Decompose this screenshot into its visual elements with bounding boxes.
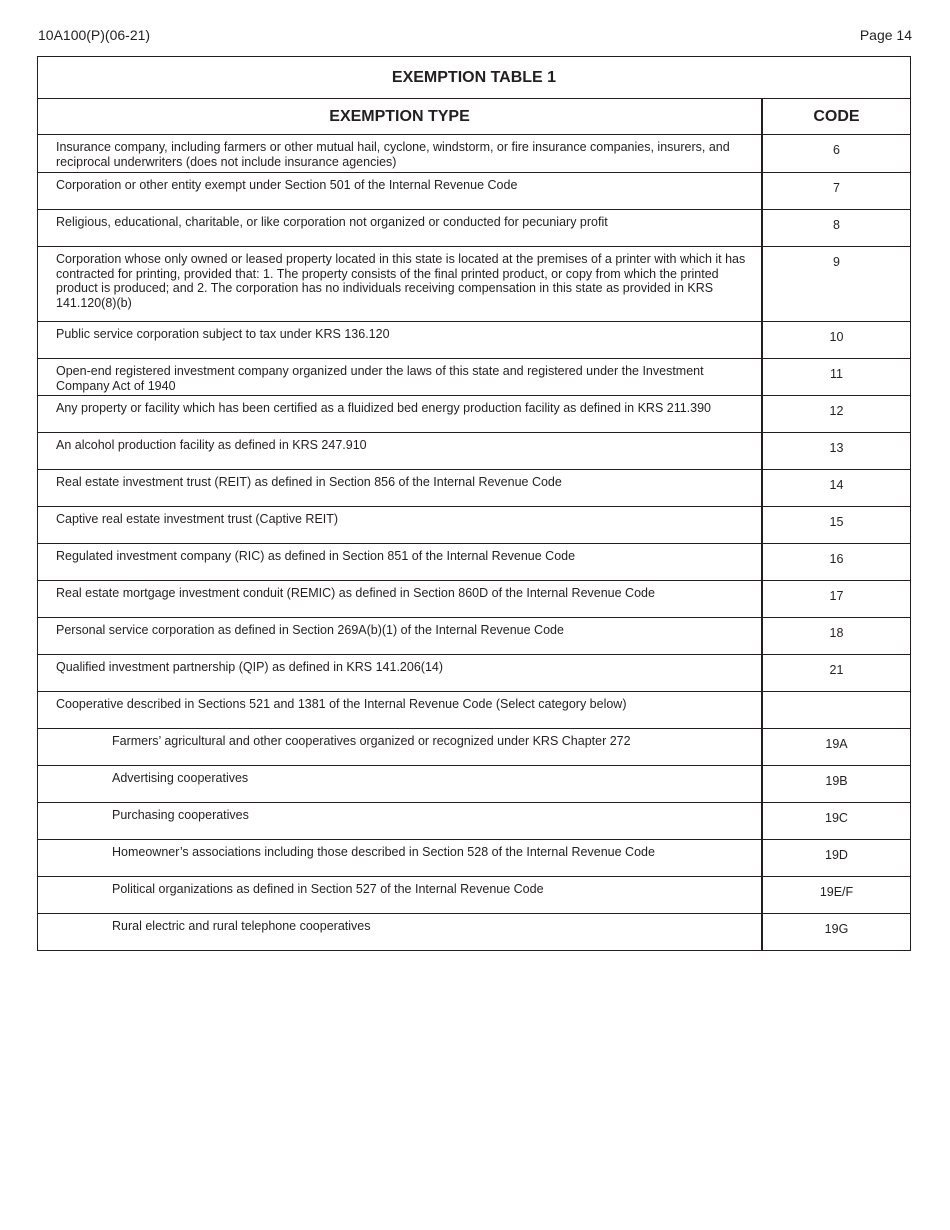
exemption-code: 9 [833, 255, 840, 269]
table-row [38, 766, 910, 803]
exemption-description: Open-end registered investment company organized under the laws of this state and registered under the Investment Company Act of 1940 [38, 359, 763, 395]
exemption-code: 19B [825, 774, 848, 788]
table-row [38, 173, 910, 210]
exemption-code: 12 [829, 404, 844, 418]
exemption-code: 21 [829, 663, 844, 677]
exemption-description: Advertising cooperatives [38, 766, 763, 802]
table-row [38, 470, 910, 507]
exemption-description: Regulated investment company (RIC) as defined in Section 851 of the Internal Revenue Code [38, 544, 763, 580]
table-row [38, 396, 910, 433]
exemption-description: Captive real estate investment trust (Captive REIT) [38, 507, 763, 543]
exemption-description: Real estate investment trust (REIT) as defined in Section 856 of the Internal Revenue Code [38, 470, 763, 506]
table-row [38, 433, 910, 470]
table-row [38, 692, 910, 729]
table-row [38, 322, 910, 359]
table-row [38, 877, 910, 914]
exemption-code: 19D [825, 848, 848, 862]
form-id: 10A100(P)(06-21) [38, 27, 151, 43]
table-row [38, 359, 910, 396]
column-header-code: CODE [813, 108, 860, 125]
exemption-description: Farmers’ agricultural and other cooperatives organized or recognized under KRS Chapter 272 [38, 729, 763, 765]
exemption-code: 7 [833, 181, 840, 195]
column-header-exemption-type: EXEMPTION TYPE [38, 99, 763, 134]
table-title: EXEMPTION TABLE 1 [38, 57, 910, 99]
table-row [38, 581, 910, 618]
exemption-code: 19G [824, 922, 849, 936]
exemption-code: 8 [833, 218, 840, 232]
exemption-description: Any property or facility which has been certified as a fluidized bed energy production facility as defined in KRS 211.390 [38, 396, 763, 432]
exemption-description: Rural electric and rural telephone cooperatives [38, 914, 763, 950]
table-row [38, 544, 910, 581]
exemption-description: Political organizations as defined in Section 527 of the Internal Revenue Code [38, 877, 763, 913]
exemption-description: Corporation or other entity exempt under Section 501 of the Internal Revenue Code [38, 173, 763, 209]
exemption-code: 6 [833, 143, 840, 157]
table-row [38, 655, 910, 692]
exemption-code: 10 [829, 330, 844, 344]
page-number: Page 14 [859, 27, 912, 43]
table-row [38, 803, 910, 840]
exemption-code: 18 [829, 626, 844, 640]
table-row [38, 210, 910, 247]
exemption-code: 11 [830, 367, 843, 381]
exemption-description: Religious, educational, charitable, or like corporation not organized or conducted for pecuniary profit [38, 210, 763, 246]
exemption-code: 14 [829, 478, 844, 492]
exemption-description: An alcohol production facility as defined in KRS 247.910 [38, 433, 763, 469]
table-row [38, 840, 910, 877]
table-row [38, 914, 910, 950]
exemption-code: 13 [829, 441, 844, 455]
exemption-description: Insurance company, including farmers or other mutual hail, cyclone, windstorm, or fire insurance companies, insurers, and reciprocal underwriters (does not include insurance agencies) [38, 135, 763, 172]
exemption-description: Public service corporation subject to tax under KRS 136.120 [38, 322, 763, 358]
table-header-row [38, 99, 910, 135]
exemption-description: Cooperative described in Sections 521 and 1381 of the Internal Revenue Code (Select category below) [38, 692, 763, 728]
exemption-description: Purchasing cooperatives [38, 803, 763, 839]
exemption-code: 19E/F [819, 885, 854, 899]
exemption-code: 16 [829, 552, 844, 566]
table-row [38, 729, 910, 766]
exemption-code [763, 692, 910, 728]
table-row [38, 507, 910, 544]
table-row [38, 618, 910, 655]
exemption-table [37, 56, 911, 951]
exemption-description: Personal service corporation as defined in Section 269A(b)(1) of the Internal Revenue Code [38, 618, 763, 654]
exemption-description: Homeowner’s associations including those described in Section 528 of the Internal Revenue Code [38, 840, 763, 876]
exemption-description: Qualified investment partnership (QIP) as defined in KRS 141.206(14) [38, 655, 763, 691]
exemption-description: Corporation whose only owned or leased property located in this state is located at the premises of a printer with which it has contracted for printing, provided that: 1. The property consists of the final printed product, or copy from which the printed product is produced; and 2. The corporation has no individuals receiving compensation in this state as provided in KRS 141.120(8)(b) [38, 247, 763, 321]
exemption-code: 19A [825, 737, 848, 751]
exemption-code: 19C [825, 811, 848, 825]
exemption-description: Real estate mortgage investment conduit (REMIC) as defined in Section 860D of the Internal Revenue Code [38, 581, 763, 617]
table-row [38, 135, 910, 173]
exemption-code: 15 [829, 515, 844, 529]
exemption-code: 17 [829, 589, 844, 603]
table-row [38, 247, 910, 322]
